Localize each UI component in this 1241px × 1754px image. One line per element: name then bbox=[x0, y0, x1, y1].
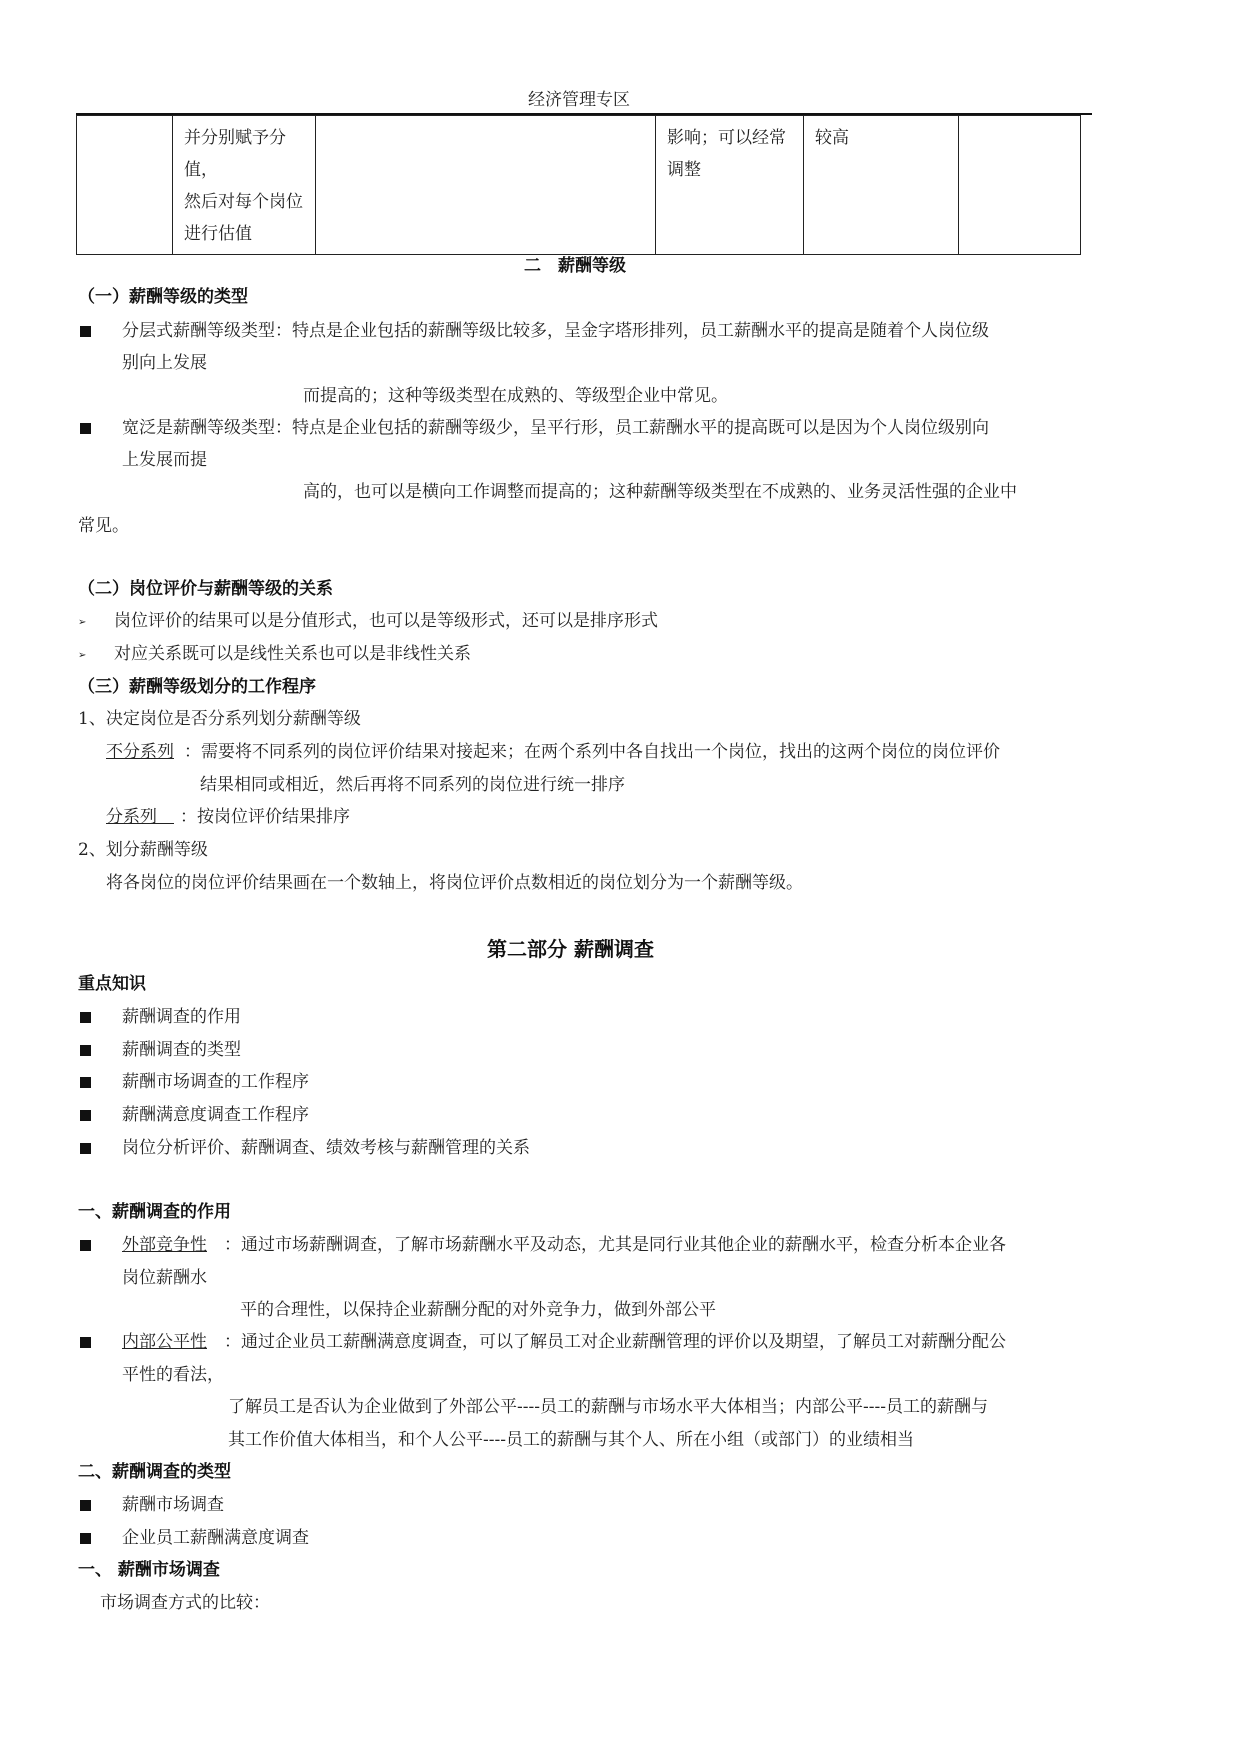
square-bullet-icon bbox=[80, 1337, 91, 1348]
cell-line: 并分别赋予分值， bbox=[184, 128, 286, 180]
list-item: 岗位分析评价、薪酬调查、绩效考核与薪酬管理的关系 bbox=[122, 1138, 530, 1158]
square-bullet-icon bbox=[80, 1533, 91, 1544]
bullet-text: 平性的看法， bbox=[122, 1365, 224, 1385]
term-label: 内部公平性 bbox=[122, 1332, 207, 1352]
body-text: 市场调查方式的比较： bbox=[100, 1593, 270, 1613]
section-title: 二 薪酬等级 bbox=[524, 256, 626, 276]
square-bullet-icon bbox=[80, 1110, 91, 1121]
page-header: 经济管理专区 bbox=[528, 90, 630, 110]
bullet-text: 其工作价值大体相当，和个人公平----员工的薪酬与其个人、所在小组（或部门）的业绩相当 bbox=[228, 1430, 914, 1450]
table-cell bbox=[959, 116, 1081, 255]
bullet-text: 分层式薪酬等级类型：特点是企业包括的薪酬等级比较多，呈金字塔形排列，员工薪酬水平的提高是随着个人岗位级 bbox=[122, 321, 989, 341]
list-item: 薪酬市场调查的工作程序 bbox=[122, 1072, 309, 1092]
bullet-text: ：通过企业员工薪酬满意度调查，可以了解员工对企业薪酬管理的评价以及期望，了解员工对薪酬分配公 bbox=[224, 1332, 1006, 1352]
table-cell bbox=[316, 116, 656, 255]
list-item: 薪酬市场调查 bbox=[122, 1495, 224, 1515]
subsection-title: （三）薪酬等级划分的工作程序 bbox=[78, 677, 316, 697]
list-item: 薪酬调查的类型 bbox=[122, 1040, 241, 1060]
bullet-text: 高的，也可以是横向工作调整而提高的；这种薪酬等级类型在不成熟的、业务灵活性强的企业中 bbox=[303, 482, 1017, 502]
term-label: 分系列 bbox=[106, 807, 174, 827]
table-cell bbox=[173, 116, 316, 255]
bullet-text: 对应关系既可以是线性关系也可以是非线性关系 bbox=[114, 644, 471, 664]
part-title: 第二部分 薪酬调查 bbox=[487, 937, 654, 961]
table-cell bbox=[77, 116, 173, 255]
subsection-title: （二）岗位评价与薪酬等级的关系 bbox=[78, 579, 333, 599]
list-item: 薪酬满意度调查工作程序 bbox=[122, 1105, 309, 1125]
step-text: 将各岗位的岗位评价结果画在一个数轴上，将岗位评价点数相近的岗位划分为一个薪酬等级。 bbox=[106, 873, 803, 893]
table-cell bbox=[804, 116, 959, 255]
evaluation-table bbox=[76, 115, 1081, 255]
key-knowledge-title: 重点知识 bbox=[78, 974, 146, 994]
term-label: 不分系列 bbox=[106, 742, 174, 762]
bullet-text: ：通过市场薪酬调查，了解市场薪酬水平及动态，尤其是同行业其他企业的薪酬水平，检查分析本企业各 bbox=[224, 1235, 1006, 1255]
square-bullet-icon bbox=[80, 1240, 91, 1251]
bullet-text: 常见。 bbox=[78, 516, 129, 536]
arrow-bullet-icon: ➢ bbox=[78, 617, 87, 628]
cell-line: 进行估值 bbox=[184, 224, 252, 244]
square-bullet-icon bbox=[80, 423, 91, 434]
bullet-text: 岗位薪酬水 bbox=[122, 1268, 207, 1288]
step-text: ：需要将不同系列的岗位评价结果对接起来；在两个系列中各自找出一个岗位，找出的这两个岗位的岗位评价 bbox=[184, 742, 1000, 762]
square-bullet-icon bbox=[80, 1012, 91, 1023]
list-item: 薪酬调查的作用 bbox=[122, 1007, 241, 1027]
square-bullet-icon bbox=[80, 1077, 91, 1088]
cell-line: 调整 bbox=[667, 160, 701, 180]
step-text: 结果相同或相近，然后再将不同系列的岗位进行统一排序 bbox=[200, 775, 625, 795]
cell-line: 影响；可以经常 bbox=[667, 128, 786, 148]
square-bullet-icon bbox=[80, 1500, 91, 1511]
bullet-text: 别向上发展 bbox=[122, 353, 207, 373]
square-bullet-icon bbox=[80, 1143, 91, 1154]
table-row bbox=[77, 116, 1081, 255]
bullet-text: 平的合理性，以保持企业薪酬分配的对外竞争力，做到外部公平 bbox=[240, 1300, 716, 1320]
square-bullet-icon bbox=[80, 1045, 91, 1056]
step-text: 2、划分薪酬等级 bbox=[78, 840, 208, 860]
bullet-text: 了解员工是否认为企业做到了外部公平----员工的薪酬与市场水平大体相当；内部公平----员工的薪酬与 bbox=[228, 1397, 988, 1417]
list-item: 企业员工薪酬满意度调查 bbox=[122, 1528, 309, 1548]
bullet-text: 宽泛是薪酬等级类型：特点是企业包括的薪酬等级少，呈平行形，员工薪酬水平的提高既可以是因为个人岗位级别向 bbox=[122, 418, 989, 438]
table-cell bbox=[656, 116, 804, 255]
section-title: 一、 薪酬市场调查 bbox=[78, 1560, 220, 1580]
arrow-bullet-icon: ➢ bbox=[78, 650, 87, 661]
bullet-text: 上发展而提 bbox=[122, 450, 207, 470]
term-label: 外部竞争性 bbox=[122, 1235, 207, 1255]
square-bullet-icon bbox=[80, 326, 91, 337]
bullet-text: 岗位评价的结果可以是分值形式，也可以是等级形式，还可以是排序形式 bbox=[114, 611, 658, 631]
step-text: 1、决定岗位是否分系列划分薪酬等级 bbox=[78, 709, 361, 729]
section-title: 二、薪酬调查的类型 bbox=[78, 1462, 231, 1482]
cell-line: 较高 bbox=[815, 128, 849, 148]
step-text: ：按岗位评价结果排序 bbox=[180, 807, 350, 827]
section-title: 一、薪酬调查的作用 bbox=[78, 1202, 231, 1222]
cell-line: 然后对每个岗位 bbox=[184, 192, 303, 212]
bullet-text: 而提高的；这种等级类型在成熟的、等级型企业中常见。 bbox=[303, 386, 728, 406]
subsection-title: （一）薪酬等级的类型 bbox=[78, 287, 248, 307]
